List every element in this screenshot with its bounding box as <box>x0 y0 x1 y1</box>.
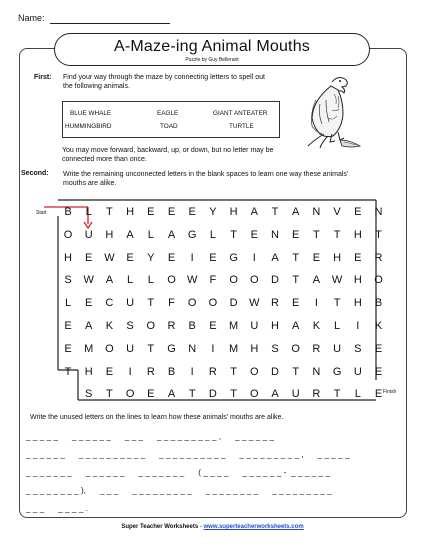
maze-letter[interactable]: E <box>167 206 176 218</box>
maze-letter[interactable]: T <box>313 228 320 241</box>
maze-letter[interactable]: E <box>188 206 196 218</box>
maze-letter[interactable]: D <box>229 297 238 310</box>
maze-letter[interactable]: T <box>147 342 155 355</box>
title-box <box>54 33 370 66</box>
maze-letter[interactable]: H <box>250 342 259 355</box>
maze-letter[interactable]: R <box>312 342 321 355</box>
maze-letter[interactable]: R <box>374 251 383 264</box>
animal-word: BLUE WHALE <box>70 110 112 117</box>
maze-letter[interactable]: I <box>314 297 318 310</box>
second-instructions: Write the remaining unconnected letters in the blank spaces to learn one way these animals' mouths are alike. <box>63 171 349 187</box>
maze-letter[interactable]: O <box>229 274 238 287</box>
maze-letter[interactable]: L <box>147 228 154 241</box>
maze-start-label: Start <box>36 210 47 216</box>
maze-letter[interactable]: E <box>147 388 155 401</box>
answer-line[interactable]: _ _ _ _ _ _ _ _ _ _ _ _ _ _ _ _ _ _ _ _ ( _ _ _ _ _ _ _ _ _ _ - _ _ _ _ _ _ <box>26 468 331 477</box>
second-label: Second: <box>21 170 49 177</box>
maze-letter[interactable]: D <box>271 365 279 378</box>
footer <box>0 524 425 530</box>
byline: Puzzle by Guy Bellerant <box>185 57 239 63</box>
maze-letter[interactable]: E <box>374 365 383 378</box>
maze-letter[interactable]: E <box>147 206 155 218</box>
maze-letter[interactable]: T <box>64 365 72 378</box>
maze-letter[interactable]: V <box>333 206 341 218</box>
answer-line[interactable]: _ _ _ _ _ _ _ _ _ _ _ _ _ _ _ _ _ _ _ _ _ _ _ _ _ _ _ _ _ _ _ _ _ _ _ , _ _ _ _ _ <box>26 450 350 459</box>
maze-letter[interactable]: N <box>312 365 321 378</box>
maze-letter[interactable]: W <box>83 274 94 287</box>
footer-brand: Super Teacher Worksheets <box>121 524 199 530</box>
maze-letter[interactable]: E <box>374 342 383 355</box>
maze-letter[interactable]: H <box>271 320 279 332</box>
maze-letter[interactable]: H <box>353 274 362 287</box>
maze-letter[interactable]: W <box>331 274 343 287</box>
maze-letter[interactable]: B <box>188 320 196 332</box>
eagle-illustration <box>298 70 368 150</box>
answer-instructions: Write the unused letters on the lines to learn how these animals' mouths are alike. <box>30 414 284 421</box>
maze-letter[interactable]: D <box>271 274 279 287</box>
maze-letter[interactable]: Y <box>147 251 155 264</box>
maze-letter[interactable]: T <box>333 228 341 241</box>
maze-letter[interactable]: E <box>85 251 93 264</box>
animal-word: EAGLE <box>157 110 179 117</box>
maze-letter[interactable]: E <box>209 320 217 332</box>
maze-letter[interactable]: E <box>126 251 134 264</box>
maze-letter[interactable]: K <box>105 320 114 332</box>
maze-letter[interactable]: N <box>188 342 197 355</box>
maze-letter[interactable]: O <box>125 388 135 401</box>
maze-letter[interactable]: I <box>190 365 194 378</box>
maze-letter[interactable]: A <box>167 388 176 401</box>
maze-letter[interactable]: U <box>250 320 259 332</box>
animal-list-box <box>62 101 280 138</box>
maze-letter[interactable]: T <box>147 297 155 310</box>
maze-letter[interactable]: E <box>312 251 321 264</box>
eagle-icon <box>298 70 368 150</box>
maze-letter[interactable]: E <box>167 251 176 264</box>
maze-letter[interactable]: E <box>85 297 93 310</box>
footer-link[interactable]: www.superteacherworksheets.com <box>203 524 304 530</box>
name-line[interactable] <box>50 23 170 24</box>
maze-letter[interactable]: L <box>85 206 92 218</box>
maze-letter[interactable]: T <box>188 388 196 401</box>
maze-letter[interactable]: K <box>312 320 321 332</box>
answer-line[interactable]: _ _ _ _ _ _ _ _ _ _ _ _ _ _ _ _ _ _ _ _ _ _ _ , _ _ _ _ _ _ <box>26 432 275 441</box>
maze-letter[interactable]: U <box>333 342 342 355</box>
maze-letter[interactable]: D <box>208 388 217 401</box>
maze-letter[interactable]: T <box>271 206 279 218</box>
maze-letter[interactable]: G <box>332 365 342 378</box>
maze-letter[interactable]: H <box>353 228 362 241</box>
maze-letter[interactable]: H <box>353 297 362 310</box>
maze-letter[interactable]: O <box>146 320 156 332</box>
maze-letter[interactable]: H <box>126 206 135 218</box>
answer-line[interactable]: _ _ _ _ _ _ _ _ ), _ _ _ _ _ _ _ _ _ _ _ _ _ _ _ _ _ _ _ _ _ _ _ _ _ _ _ _ _ <box>26 486 332 495</box>
maze-letter[interactable]: O <box>250 274 259 287</box>
maze-letter[interactable]: N <box>271 228 279 241</box>
maze-letter[interactable]: O <box>167 274 176 287</box>
maze-letter[interactable]: A <box>292 206 300 218</box>
maze-letter[interactable]: R <box>208 365 217 378</box>
maze-letter[interactable]: L <box>64 297 72 310</box>
maze-letter[interactable]: E <box>374 388 383 401</box>
maze-letter[interactable]: A <box>126 228 134 241</box>
maze-letter[interactable]: L <box>209 228 216 241</box>
maze-letter[interactable]: I <box>252 251 256 264</box>
maze-letter[interactable]: U <box>126 297 135 310</box>
maze-letter[interactable]: H <box>333 251 342 264</box>
maze-grid[interactable] <box>50 200 383 401</box>
maze-letter[interactable]: L <box>127 274 134 287</box>
maze-letter[interactable]: R <box>312 388 321 401</box>
first-instructions: Find your way through the maze by connecting letters to spell out the following animals. <box>63 74 265 90</box>
maze-letter[interactable]: T <box>375 228 382 241</box>
maze-letter[interactable]: O <box>291 342 300 355</box>
maze-letter[interactable]: S <box>354 342 362 355</box>
maze-letter[interactable]: T <box>106 206 113 218</box>
maze-letter[interactable]: G <box>167 342 176 355</box>
first-label: First: <box>34 74 52 81</box>
maze-letter[interactable]: S <box>64 274 72 287</box>
maze-letter[interactable]: K <box>374 320 383 332</box>
maze-letter[interactable]: A <box>250 206 258 218</box>
maze-letter[interactable]: E <box>105 365 114 378</box>
maze-letter[interactable]: I <box>211 342 215 355</box>
maze-letter[interactable]: G <box>187 228 197 241</box>
maze-letter[interactable]: A <box>292 320 300 332</box>
maze-letter[interactable]: F <box>168 297 175 310</box>
maze-letter[interactable]: H <box>84 365 93 378</box>
maze-letter[interactable]: U <box>291 388 300 401</box>
maze-letter[interactable]: F <box>209 274 217 287</box>
maze-letter[interactable]: O <box>63 228 73 241</box>
maze-letter[interactable]: B <box>64 206 72 218</box>
footer-separator: - <box>198 524 204 530</box>
maze-letter[interactable]: T <box>333 388 341 401</box>
maze-letter[interactable]: R <box>271 297 279 310</box>
maze-letter[interactable]: U <box>84 228 93 241</box>
maze-letter[interactable]: I <box>190 251 194 264</box>
maze-letter[interactable]: S <box>126 320 134 332</box>
maze-letter[interactable]: O <box>208 297 218 310</box>
maze-letter[interactable]: H <box>105 228 114 241</box>
maze-letter[interactable]: E <box>354 206 362 218</box>
maze-letter[interactable]: H <box>64 251 72 264</box>
maze-letter[interactable]: T <box>230 388 237 401</box>
maze-letter[interactable]: A <box>271 251 279 264</box>
maze-letter[interactable]: C <box>105 297 114 310</box>
maze-letter[interactable]: W <box>104 251 115 264</box>
maze-letter[interactable]: E <box>209 251 217 264</box>
maze-letter[interactable]: E <box>64 342 72 355</box>
maze-letter[interactable]: U <box>126 342 135 355</box>
maze-letter[interactable]: O <box>187 297 197 310</box>
answer-line[interactable]: _ _ _ _ _ _ _ . <box>26 504 89 513</box>
maze-letter[interactable]: H <box>229 206 238 218</box>
maze-letter[interactable]: E <box>250 228 258 241</box>
maze-letter[interactable]: A <box>105 274 114 287</box>
name-label: Name: <box>18 13 45 23</box>
maze-letter[interactable]: T <box>292 365 300 378</box>
maze-letter[interactable]: T <box>106 388 113 401</box>
maze-letter[interactable]: Y <box>209 206 217 218</box>
maze-letter[interactable]: I <box>356 320 360 332</box>
maze-letter[interactable]: R <box>167 320 176 332</box>
maze-letter[interactable]: T <box>230 228 237 241</box>
maze-letter[interactable]: E <box>64 320 72 332</box>
maze-letter[interactable]: S <box>271 342 279 355</box>
move-rules: You may move forward, backward, up, or down, but no letter may be connected more than once. <box>62 147 274 163</box>
maze-letter[interactable]: G <box>229 251 238 264</box>
maze-letter[interactable]: E <box>292 297 300 310</box>
maze-letter[interactable]: M <box>229 320 239 332</box>
maze-letter[interactable]: A <box>85 320 93 332</box>
maze-finish-label: Finish <box>383 389 397 395</box>
maze-letter[interactable]: T <box>230 365 237 378</box>
maze-letter[interactable]: B <box>167 365 176 378</box>
maze-letter[interactable]: N <box>312 206 321 218</box>
maze-letter[interactable]: L <box>354 388 361 401</box>
maze-letter[interactable]: U <box>353 365 362 378</box>
maze-letter[interactable]: O <box>374 274 383 287</box>
maze-letter[interactable]: O <box>105 342 114 355</box>
maze-letter[interactable]: A <box>271 388 279 401</box>
maze-letter[interactable]: L <box>147 274 154 287</box>
maze-letter[interactable]: A <box>167 228 176 241</box>
animal-word: TURTLE <box>229 123 254 130</box>
maze-letter[interactable]: S <box>85 388 93 401</box>
maze-letter[interactable]: A <box>312 274 321 287</box>
page-title: A-Maze-ing Animal Mouths <box>114 38 310 55</box>
maze-letter[interactable]: T <box>292 251 300 264</box>
maze-letter[interactable]: B <box>374 297 383 310</box>
animal-word: TOAD <box>160 123 178 130</box>
maze-letter[interactable]: L <box>334 320 341 332</box>
maze-letter[interactable]: W <box>186 274 198 287</box>
maze-letter[interactable]: E <box>354 251 362 264</box>
animal-word: HUMMINGBIRD <box>65 123 112 130</box>
maze-letter[interactable]: M <box>229 342 239 355</box>
maze-letter[interactable]: N <box>374 206 383 218</box>
maze-letter[interactable]: T <box>333 297 341 310</box>
maze-letter[interactable]: T <box>292 274 300 287</box>
maze-letter[interactable]: E <box>292 228 300 241</box>
maze-letter[interactable]: W <box>249 297 260 310</box>
maze-letter[interactable]: R <box>146 365 155 378</box>
maze-letter[interactable]: I <box>128 365 132 378</box>
maze-letter[interactable]: O <box>250 388 259 401</box>
maze-letter[interactable]: O <box>250 365 259 378</box>
maze-letter[interactable]: M <box>84 342 94 355</box>
animal-word: GIANT ANTEATER <box>213 110 268 117</box>
